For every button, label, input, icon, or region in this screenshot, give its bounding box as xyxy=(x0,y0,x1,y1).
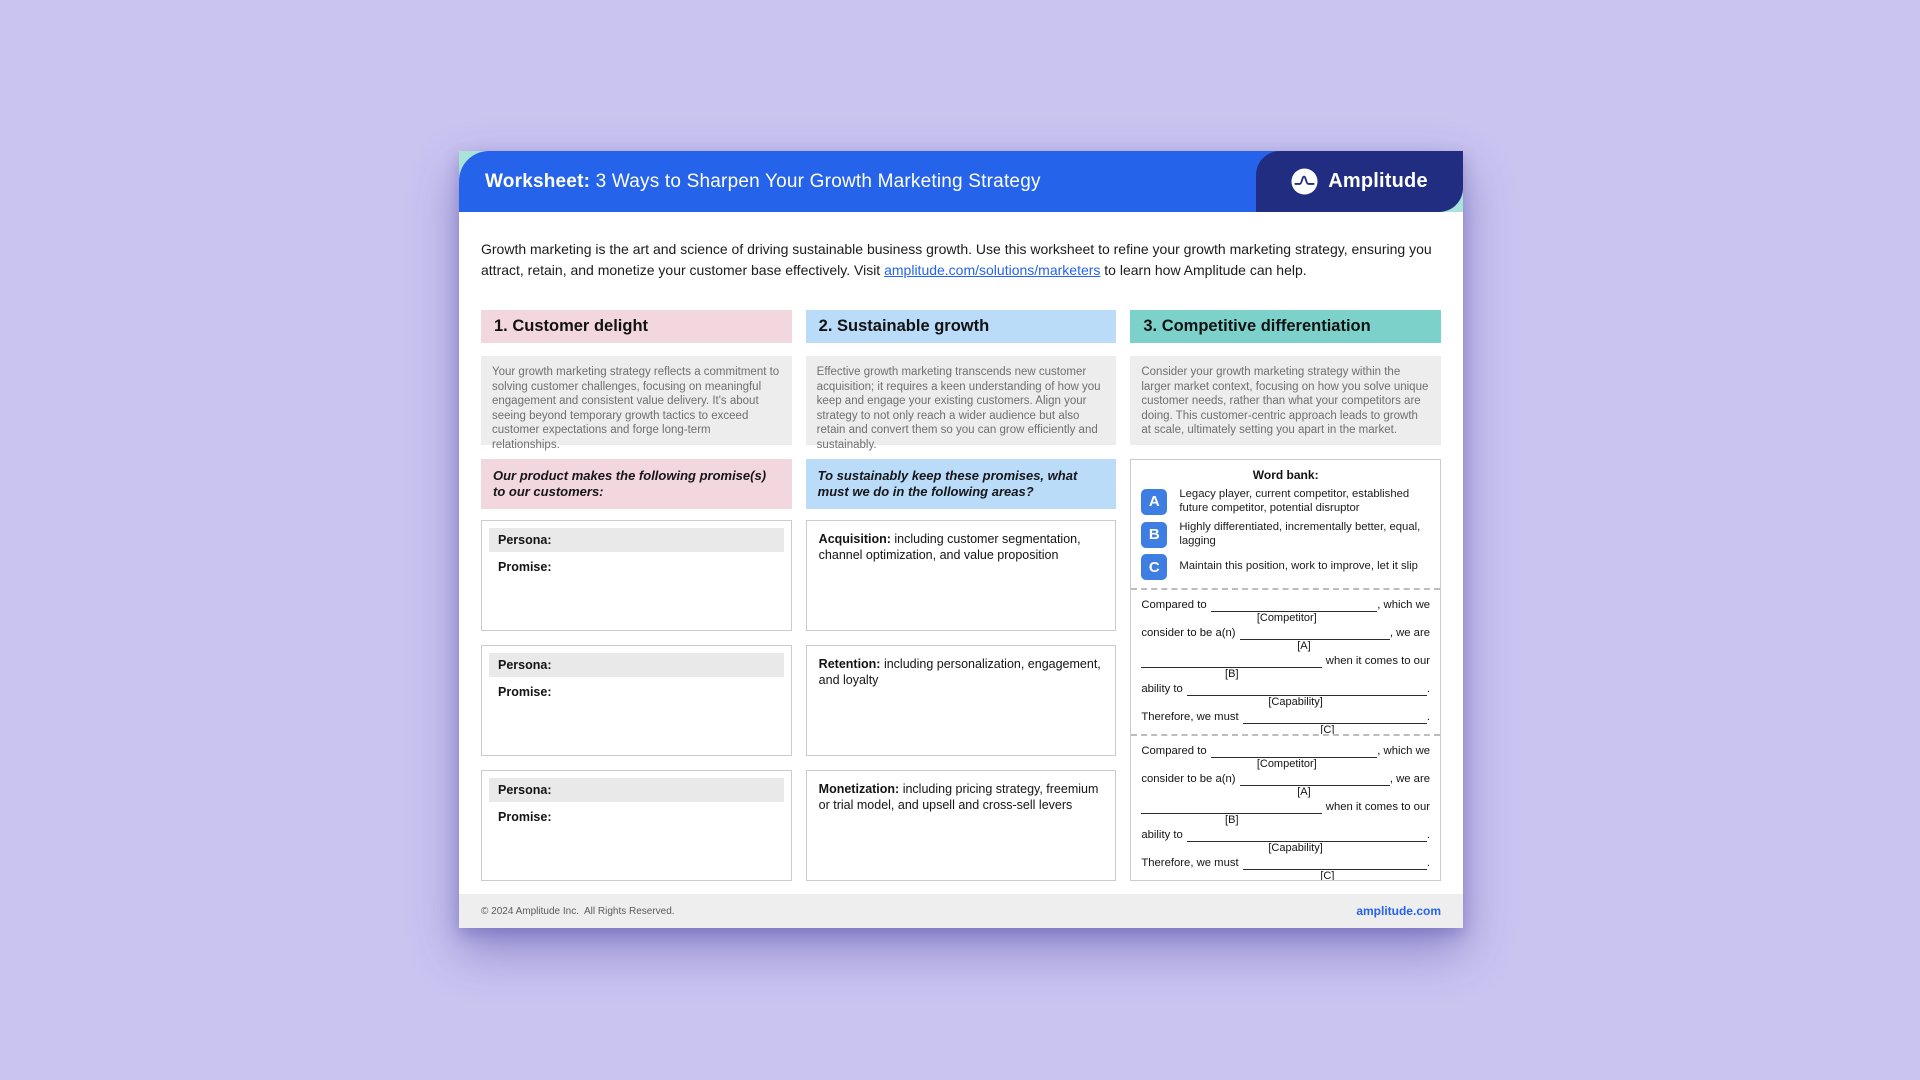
b-hint: [B] xyxy=(1225,814,1239,826)
worksheet-columns xyxy=(459,310,1463,881)
column2-header: 2. Sustainable growth xyxy=(806,310,1117,343)
blank-b xyxy=(1141,655,1321,668)
word-bank-item-a xyxy=(1141,488,1430,515)
monetization-box xyxy=(806,770,1117,881)
word-bank-text-a: Legacy player, current competitor, established future competitor, potential disruptor xyxy=(1179,488,1410,514)
promise-field-label: Promise: xyxy=(498,810,552,824)
blank-c xyxy=(1243,857,1427,870)
persona-field-label: Persona: xyxy=(489,778,784,802)
letter-a-chip: A xyxy=(1141,489,1167,515)
page-title xyxy=(485,171,1041,193)
letter-b-chip: B xyxy=(1141,522,1167,548)
column1-description: Your growth marketing strategy reflects a commitment to solving customer challenges, focusing on meaningful engagement and consistent value delivery. It's about seeing beyond temporary growth tactics to exceed customer expectations and forge long-term relationships. xyxy=(481,356,792,445)
blank-a xyxy=(1240,627,1390,640)
intro-text-after: to learn how Amplitude can help. xyxy=(1100,262,1307,278)
column1-header: 1. Customer delight xyxy=(481,310,792,343)
intro-text-before: Growth marketing is the art and science of driving sustainable business growth. Use this worksheet to refine your growth marketing strategy, ensuring you attract, retain, and monetize your customer base effectively. Visit xyxy=(481,241,1432,278)
blank-capability xyxy=(1187,683,1427,696)
column1-prompt: Our product makes the following promise(s) to our customers: xyxy=(481,459,792,509)
capability-hint: [Capability] xyxy=(1268,696,1323,708)
page-title-prefix: Worksheet: xyxy=(485,170,591,192)
intro-paragraph xyxy=(481,239,1437,281)
blank-a xyxy=(1240,773,1390,786)
persona-field-label: Persona: xyxy=(489,528,784,552)
blank-c xyxy=(1243,711,1427,724)
c-hint: [C] xyxy=(1320,724,1335,734)
a-hint: [A] xyxy=(1297,640,1311,652)
monetization-text: Monetization: including pricing strategy, freemium or trial model, and upsell and cross-sell levers xyxy=(818,782,1099,812)
a-hint: [A] xyxy=(1297,786,1311,798)
retention-box xyxy=(806,645,1117,756)
b-hint: [B] xyxy=(1225,668,1239,680)
column3-description: Consider your growth marketing strategy within the larger market context, focusing on how you solve unique customer needs, rather than what your competitors are doing. This customer-centric approach leads to growth at scale, ultimately setting you apart in the market. xyxy=(1130,356,1441,445)
persona-promise-box xyxy=(481,770,792,881)
amplitude-site-link[interactable]: amplitude.com xyxy=(1356,904,1441,918)
retention-text: Retention: including personalization, engagement, and loyalty xyxy=(818,657,1101,687)
column-competitive-differentiation xyxy=(1130,310,1441,881)
column-customer-delight xyxy=(481,310,792,881)
fill-in-statement-1: Compared to , which we [Competitor] consider to be a(n) , we are [A] when it comes to our [B] ability to . [Capability] Therefore, we must . [C] xyxy=(1131,590,1440,734)
letter-c-chip: C xyxy=(1141,554,1167,580)
page-title-rest: 3 Ways to Sharpen Your Growth Marketing Strategy xyxy=(590,170,1041,192)
worksheet-footer xyxy=(459,894,1463,928)
persona-promise-box xyxy=(481,520,792,631)
copyright-text: © 2024 Amplitude Inc. All Rights Reserved. xyxy=(481,905,675,917)
blank-competitor xyxy=(1211,745,1378,758)
column-sustainable-growth xyxy=(806,310,1117,881)
blank-b xyxy=(1141,801,1321,814)
amplitude-brand-badge xyxy=(1256,151,1463,212)
competitor-hint: [Competitor] xyxy=(1256,758,1317,770)
worksheet-header xyxy=(459,151,1463,212)
word-bank-item-b xyxy=(1141,521,1430,548)
blank-capability xyxy=(1187,829,1427,842)
column3-header: 3. Competitive differentiation xyxy=(1130,310,1441,343)
competitive-worksheet-box xyxy=(1130,459,1441,881)
word-bank-text-b: Highly differentiated, incrementally better, equal, lagging xyxy=(1179,521,1421,547)
amplitude-logo-icon xyxy=(1291,168,1318,195)
word-bank-item-c xyxy=(1141,554,1430,580)
capability-hint: [Capability] xyxy=(1268,842,1323,854)
brand-name: Amplitude xyxy=(1328,170,1428,192)
marketers-solutions-link[interactable]: amplitude.com/solutions/marketers xyxy=(884,262,1101,278)
blank-competitor xyxy=(1211,599,1378,612)
word-bank xyxy=(1131,460,1440,588)
worksheet-document xyxy=(459,151,1463,928)
acquisition-text: Acquisition: including customer segmentation, channel optimization, and value proposition xyxy=(818,532,1081,562)
column2-prompt: To sustainably keep these promises, what must we do in the following areas? xyxy=(806,459,1117,509)
word-bank-text-c: Maintain this position, work to improve, let it slip xyxy=(1179,560,1418,573)
persona-promise-box xyxy=(481,645,792,756)
acquisition-box xyxy=(806,520,1117,631)
competitor-hint: [Competitor] xyxy=(1256,612,1317,624)
promise-field-label: Promise: xyxy=(498,685,552,699)
column2-description: Effective growth marketing transcends new customer acquisition; it requires a keen understanding of how you keep and engage your existing customers. Align your strategy to not only reach a wider audience but also retain and convert them so you can grow efficiently and sustainably. xyxy=(806,356,1117,445)
c-hint: [C] xyxy=(1320,870,1335,880)
persona-field-label: Persona: xyxy=(489,653,784,677)
word-bank-title: Word bank: xyxy=(1252,468,1319,482)
promise-field-label: Promise: xyxy=(498,560,552,574)
fill-in-statement-2: Compared to , which we [Competitor] consider to be a(n) , we are [A] when it comes to our [B] ability to . [Capability] Therefore, we must . [C] xyxy=(1131,736,1440,880)
